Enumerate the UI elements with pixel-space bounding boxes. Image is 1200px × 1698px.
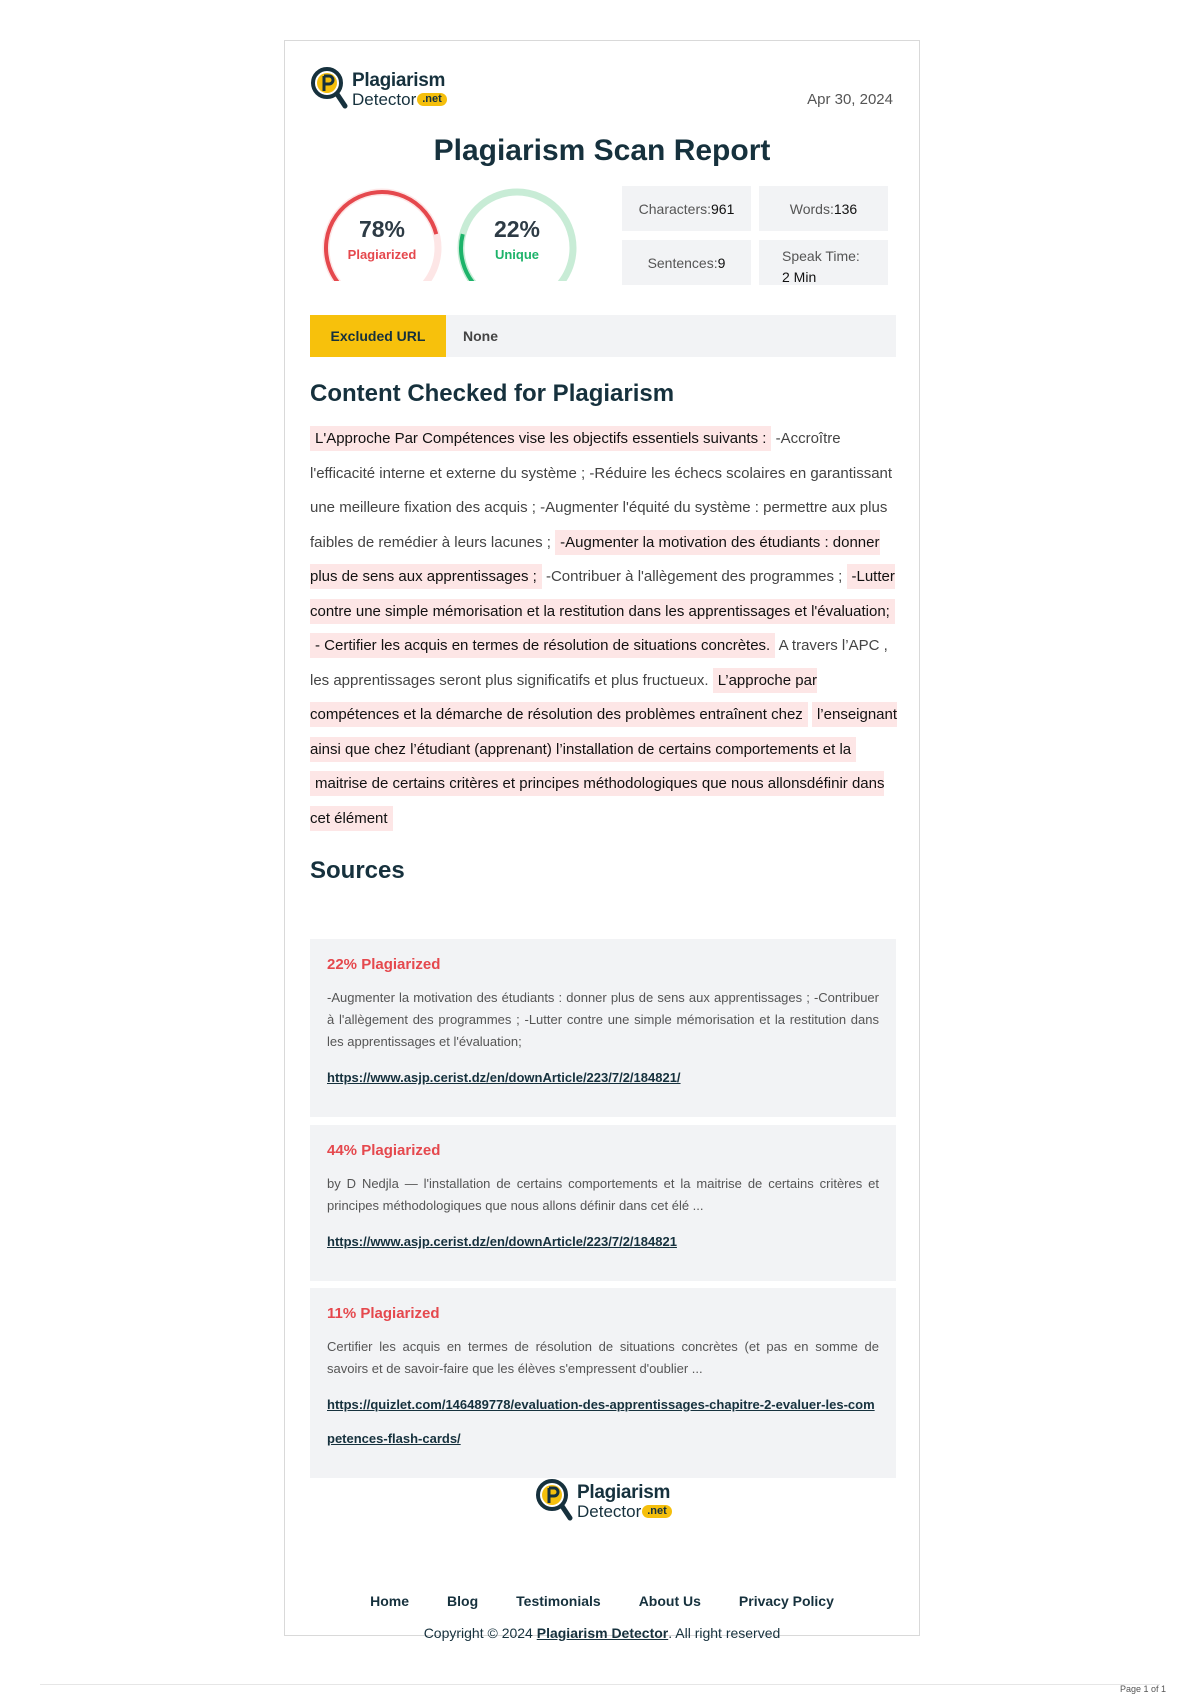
content-segment: -Augmenter la motivation des étudiants : donner plus de sens aux apprentissages ;: [310, 530, 880, 590]
header-logo[interactable]: [310, 66, 447, 112]
source-card: [310, 1125, 896, 1281]
sources-heading: Sources: [310, 857, 405, 884]
footer-link-blog[interactable]: Blog: [447, 1593, 479, 1609]
source-excerpt: by D Nedjla — l'installation de certains comportements et la maitrise de certains critères et principes méthodologiques que nous allons définir dans cet élé ...: [327, 1176, 879, 1213]
content-segment: -Accroître l'efficacité interne et externe du système ; -Réduire les échecs scolaires en garantissant une meilleure fixation des acquis ; -Augmenter l'équité du système : permettre aux plus faibles de remédier à leurs lacunes ;: [310, 430, 893, 551]
footer-link-home[interactable]: Home: [370, 1593, 410, 1609]
source-excerpt: -Augmenter la motivation des étudiants : donner plus de sens aux apprentissages ; -Contribuer à l'allègement des programmes ; -Lutter contre une simple mémorisation et la restitution dans les apprentissages et l'évaluation;: [327, 990, 879, 1049]
unique-label: Unique: [494, 247, 540, 262]
content-segment: l’enseignant ainsi que chez l’étudiant (apprenant) l’installation de certains comportements et la: [310, 702, 897, 762]
speak-time-value: 2 Min: [782, 269, 817, 285]
page-divider: [40, 1684, 1160, 1685]
words-label: Words:: [789, 200, 834, 217]
speak-time-label: Speak Time:: [782, 248, 860, 264]
checked-content: [310, 422, 900, 836]
logo-sub: Detector: [352, 89, 417, 109]
content-segment: L'Approche Par Compétences vise les objectifs essentiels suivants :: [310, 426, 771, 451]
report-sheet: [284, 40, 920, 1641]
unique-gauge: [455, 186, 579, 281]
source-link[interactable]: https://www.asjp.cerist.dz/en/downArticle/223/7/2/184821/: [327, 1070, 681, 1085]
copyright-suffix: . All right reserved: [668, 1625, 781, 1641]
characters-label: Characters:: [638, 200, 711, 217]
content-segment: -Contribuer à l'allègement des programmes ;: [545, 568, 843, 585]
plagiarized-gauge: [320, 186, 444, 281]
source-percent: 22% Plagiarized: [327, 956, 441, 973]
page-title: Plagiarism Scan Report: [433, 134, 771, 167]
logo-tld-badge: .net: [642, 1505, 672, 1518]
footer-nav: [285, 1593, 919, 1609]
unique-percent: 22%: [493, 216, 541, 242]
source-link[interactable]: https://quizlet.com/146489778/evaluation-des-apprentissages-chapitre-2-evaluer-les-competences-flash-cards/: [327, 1397, 875, 1446]
excluded-url-label: Excluded URL: [310, 315, 446, 357]
sentences-stat: [622, 240, 751, 285]
magnifier-logo-icon: [310, 66, 348, 112]
speak-time-stat: [759, 240, 888, 285]
page-number: Page 1 of 1: [1119, 1684, 1166, 1694]
words-value: 136: [833, 200, 858, 217]
sentences-value: 9: [717, 254, 726, 271]
source-percent: 11% Plagiarized: [327, 1305, 440, 1322]
logo-name: Plagiarism: [577, 1481, 671, 1503]
source-excerpt: Certifier les acquis en termes de résolution de situations concrètes (et pas en somme de savoirs et de savoir-faire que les élèves s'empressent d'oublier ...: [327, 1339, 879, 1376]
source-percent: 44% Plagiarized: [327, 1142, 441, 1159]
content-segment: maitrise de certains critères et principes méthodologiques que nous allonsdéfinir dans cet élément: [310, 771, 884, 831]
words-stat: [759, 186, 888, 231]
excluded-url-value: None: [446, 315, 896, 357]
excluded-url-row: [310, 315, 896, 357]
source-card: [310, 1288, 896, 1478]
footer-link-testimonials[interactable]: Testimonials: [516, 1593, 601, 1609]
plagiarized-percent: 78%: [358, 216, 406, 242]
logo-name: Plagiarism: [352, 69, 446, 91]
content-segment: L’approche par compétences et la démarche de résolution des problèmes entraînent chez: [310, 668, 817, 728]
footer-link-privacy-policy[interactable]: Privacy Policy: [738, 1593, 834, 1609]
content-segment: -Lutter contre une simple mémorisation et la restitution dans les apprentissages et l'évaluation;: [310, 564, 895, 624]
plagiarized-label: Plagiarized: [347, 247, 417, 262]
copyright-brand-link[interactable]: Plagiarism Detector: [536, 1625, 669, 1641]
logo-tld-badge: .net: [417, 93, 447, 106]
source-link[interactable]: https://www.asjp.cerist.dz/en/downArticle/223/7/2/184821: [327, 1234, 677, 1249]
source-card: [310, 939, 896, 1117]
content-heading: Content Checked for Plagiarism: [310, 380, 675, 407]
logo-sub: Detector: [577, 1501, 642, 1521]
characters-stat: [622, 186, 751, 231]
magnifier-logo-icon: [535, 1478, 573, 1524]
report-date: Apr 30, 2024: [807, 91, 893, 108]
sentences-label: Sentences:: [647, 254, 718, 271]
content-segment: A travers l’APC , les apprentissages seront plus significatifs et plus fructueux.: [310, 637, 888, 689]
copyright: [285, 1625, 919, 1641]
footer-logo[interactable]: [535, 1478, 672, 1524]
characters-value: 961: [711, 200, 735, 217]
footer-link-about-us[interactable]: About Us: [638, 1593, 701, 1609]
content-segment: - Certifier les acquis en termes de résolution de situations concrètes.: [310, 633, 775, 658]
copyright-prefix: Copyright © 2024: [423, 1625, 537, 1641]
